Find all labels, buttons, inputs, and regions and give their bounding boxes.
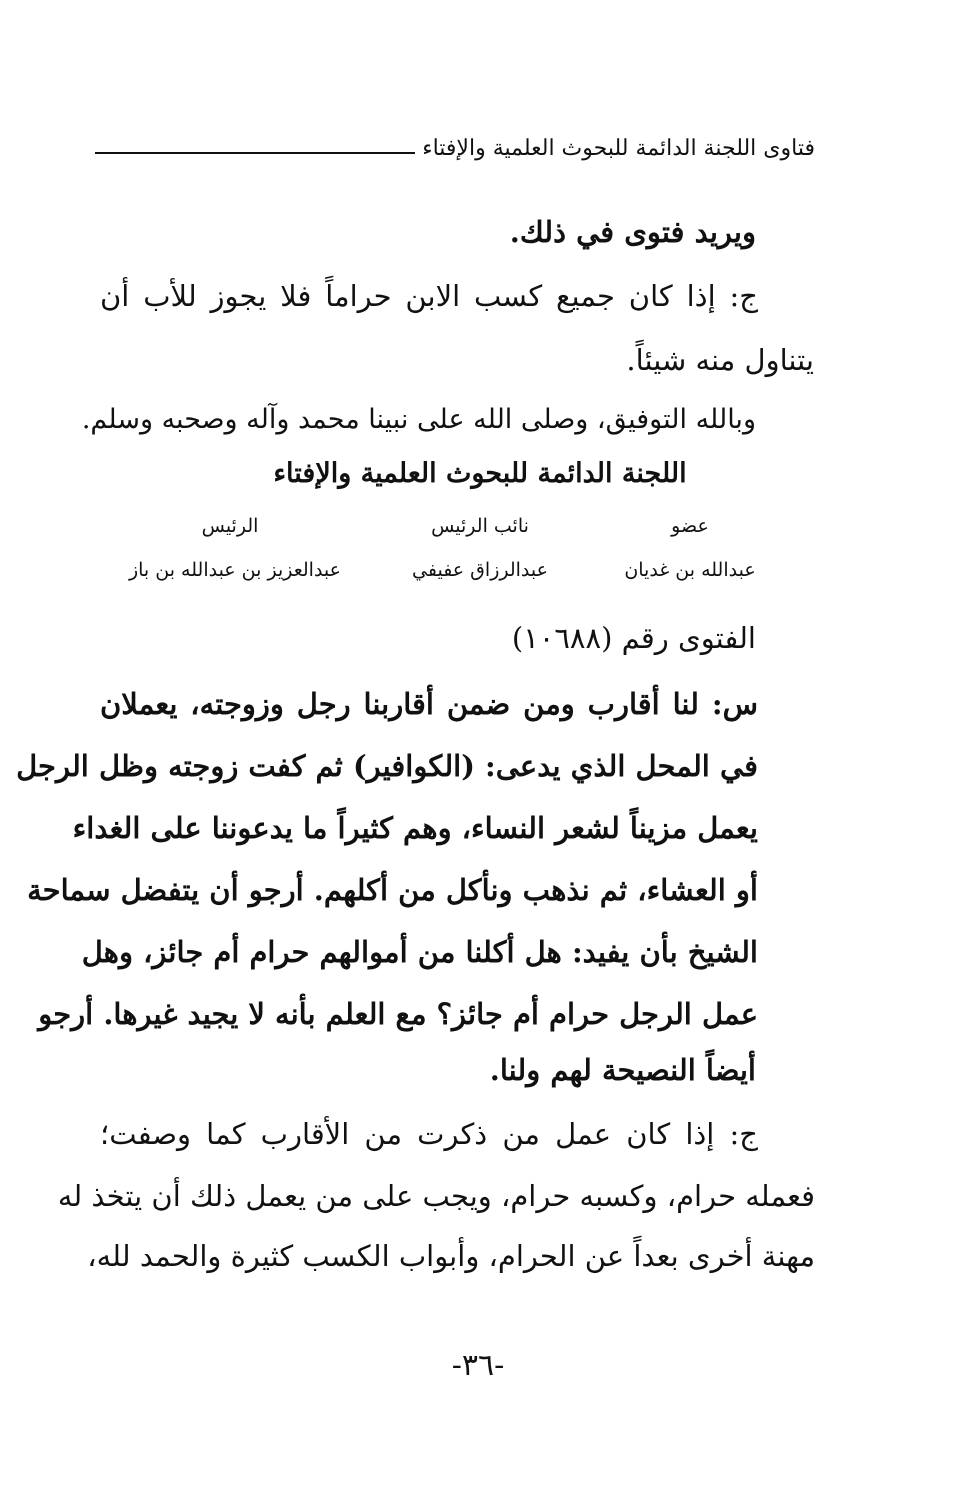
closing-line: وبالله التوفيق، وصلى الله على نبينا محمد وآله وصحبه وسلم. bbox=[81, 404, 756, 435]
fatwa-number: الفتوى رقم (١٠٦٨٨) bbox=[511, 621, 756, 655]
committee-name: اللجنة الدائمة للبحوث العلمية والإفتاء bbox=[273, 458, 687, 489]
intro-line: ويريد فتوى في ذلك. bbox=[509, 215, 756, 249]
header-rule bbox=[95, 152, 415, 154]
answer2-line-2: فعمله حرام، وكسبه حرام، ويجب على من يعمل ذلك أن يتخذ له bbox=[57, 1179, 815, 1213]
question-line-1: س: لنا أقارب ومن ضمن أقاربنا رجل وزوجته، يعملان bbox=[100, 687, 758, 721]
question-line-6: عمل الرجل حرام أم جائز؟ مع العلم بأنه لا يجيد غيرها. أرجو bbox=[38, 997, 758, 1031]
member-2-role: نائب الرئيس bbox=[431, 515, 529, 537]
question-line-2: في المحل الذي يدعى: (الكوافير) ثم كفت زوجته وظل الرجل bbox=[16, 749, 758, 783]
member-1-name: عبدالله بن غديان bbox=[624, 559, 756, 581]
member-2-name: عبدالرزاق عفيفي bbox=[412, 559, 548, 581]
question-line-4: أو العشاء، ثم نذهب ونأكل من أكلهم. أرجو أن يتفضل سماحة bbox=[27, 873, 758, 907]
page-number: -٣٦- bbox=[451, 1348, 505, 1383]
header-title: فتاوى اللجنة الدائمة للبحوث العلمية والإفتاء bbox=[422, 136, 815, 161]
question-line-7: أيضاً النصيحة لهم ولنا. bbox=[489, 1053, 756, 1087]
question-line-5: الشيخ بأن يفيد: هل أكلنا من أموالهم حرام أم جائز، وهل bbox=[81, 935, 758, 969]
answer1-line-1: ج: إذا كان جميع كسب الابن حراماً فلا يجوز للأب أن bbox=[100, 279, 758, 313]
member-3-role: الرئيس bbox=[201, 515, 259, 537]
member-1-role: عضو bbox=[671, 515, 709, 537]
running-header bbox=[95, 132, 815, 172]
question-line-3: يعمل مزيناً لشعر النساء، وهم كثيراً ما يدعوننا على الغداء bbox=[72, 811, 758, 845]
answer1-line-2: يتناول منه شيئاً. bbox=[626, 343, 814, 377]
answer2-line-3: مهنة أخرى بعداً عن الحرام، وأبواب الكسب كثيرة والحمد لله، bbox=[87, 1239, 815, 1273]
answer2-line-1: ج: إذا كان عمل من ذكرت من الأقارب كما وصفت؛ bbox=[100, 1117, 758, 1151]
member-3-name: عبدالعزيز بن عبدالله بن باز bbox=[128, 559, 342, 581]
